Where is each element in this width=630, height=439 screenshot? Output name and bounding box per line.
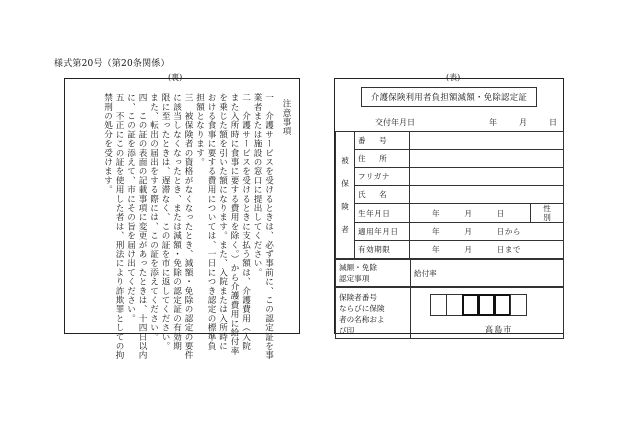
side-char: 険 xyxy=(341,202,349,211)
insurer-label-line: び印 xyxy=(339,326,355,335)
reduction-label-line: 認定事項 xyxy=(339,274,370,283)
valid-period-field[interactable]: 年 月 日まで xyxy=(410,241,564,259)
note-line: を乗じた額を引いた額になります。また、入院または入所時に xyxy=(217,93,228,351)
issue-day: 日 xyxy=(549,118,557,127)
note-line: 四 この証の表面の記載事項に変更があったときは、十四日以内 xyxy=(137,93,147,360)
digit-box[interactable] xyxy=(462,294,479,316)
furigana-field[interactable] xyxy=(410,168,564,186)
birthdate-label: 生年月日 xyxy=(355,204,410,223)
form-number: 様式第20号（第20条関係） xyxy=(54,59,170,69)
note-line: 一 介護サービスを受けるときは、必ず事前に、この認定証を事 xyxy=(263,93,274,360)
back-side-panel xyxy=(64,78,300,360)
address-field[interactable] xyxy=(410,150,564,168)
reduction-label xyxy=(336,260,411,287)
front-heading: (表) xyxy=(446,73,461,82)
note-line: 五 不正にこの証を使用した者は、刑法により詐欺罪としての拘 xyxy=(114,93,124,360)
insured-side-label xyxy=(336,132,355,259)
insurer-label-line: 保険者番号 xyxy=(339,293,377,302)
issue-month: 月 xyxy=(519,118,527,127)
note-line: 担額となります。 xyxy=(194,93,205,167)
name-label: 氏 名 xyxy=(355,186,410,204)
digit-box[interactable] xyxy=(478,294,495,316)
note-line: 二 介護サービスを受けるときに支払う額は、介護費用（入院 xyxy=(240,93,251,351)
insurer-name: 高島市 xyxy=(485,325,513,334)
address-label: 住 所 xyxy=(355,150,410,168)
number-label: 番 号 xyxy=(355,132,410,150)
furigana-label: フリガナ xyxy=(355,168,410,186)
notes-text xyxy=(101,93,291,360)
number-field[interactable] xyxy=(410,132,564,150)
sex-label xyxy=(531,204,564,223)
certificate-title: 介護保険利用者負担額減額・免除認定証 xyxy=(361,87,537,107)
side-char: 被 xyxy=(341,156,349,165)
notes-title: 注意事項 xyxy=(281,99,291,136)
valid-period-label: 有効期限 xyxy=(355,241,410,259)
insurer-label-line: 者の名称およ xyxy=(339,315,385,324)
insurer-label-line: ならびに保険 xyxy=(339,304,385,313)
note-line: おける食事に要する費用については、一日につき認定の標準負 xyxy=(206,93,216,351)
note-line: 限に至ったときは、遅滞なく、この証を市に返してください。 xyxy=(160,93,170,351)
note-line: また、転出の届出をする際には、この証を添えてください。 xyxy=(148,93,159,342)
note-line: 三 被保険者の資格がなくなったとき、減額・免除の認定の要件 xyxy=(183,93,193,360)
note-line: に、この証を添えて、市にその旨を届け出てください。 xyxy=(125,93,136,323)
reduction-label-line: 減額・免除 xyxy=(339,263,377,272)
insured-person-table xyxy=(335,131,564,259)
digit-box[interactable] xyxy=(446,294,463,316)
issue-date-line xyxy=(375,117,557,128)
apply-date-field[interactable]: 年 月 日から xyxy=(410,223,564,241)
digit-box[interactable] xyxy=(510,294,527,316)
issue-year: 年 xyxy=(489,118,497,127)
front-side-panel xyxy=(334,78,564,334)
benefit-rate-field[interactable] xyxy=(411,260,564,287)
issue-date-label: 交付年月日 xyxy=(375,118,415,127)
insurer-number-boxes xyxy=(431,294,527,316)
note-line: 禁刑の処分を受けます。 xyxy=(102,93,113,195)
apply-date-label: 適用年月日 xyxy=(355,223,410,241)
sex-label-2: 別 xyxy=(543,213,551,222)
sex-label-1: 性 xyxy=(543,204,551,213)
side-char: 者 xyxy=(341,225,349,234)
digit-box[interactable] xyxy=(494,294,511,316)
note-line: に該当しなくなったとき、または減額・免除の認定証の有効期 xyxy=(171,93,182,351)
back-heading: (裏) xyxy=(168,73,183,82)
digit-box[interactable] xyxy=(430,294,447,316)
insurer-label xyxy=(336,288,411,339)
note-line: 業者または施設の窓口に提出してください。 xyxy=(252,93,262,277)
benefit-rate-label: 給付率 xyxy=(414,268,437,278)
name-field[interactable] xyxy=(410,186,564,204)
note-line: また入所時に食事に要する費用を除く。）から介護費用に給付率 xyxy=(229,93,239,356)
birthdate-field[interactable]: 年 月 日 xyxy=(410,204,531,223)
reduction-table xyxy=(335,259,564,287)
side-char: 保 xyxy=(341,179,349,188)
